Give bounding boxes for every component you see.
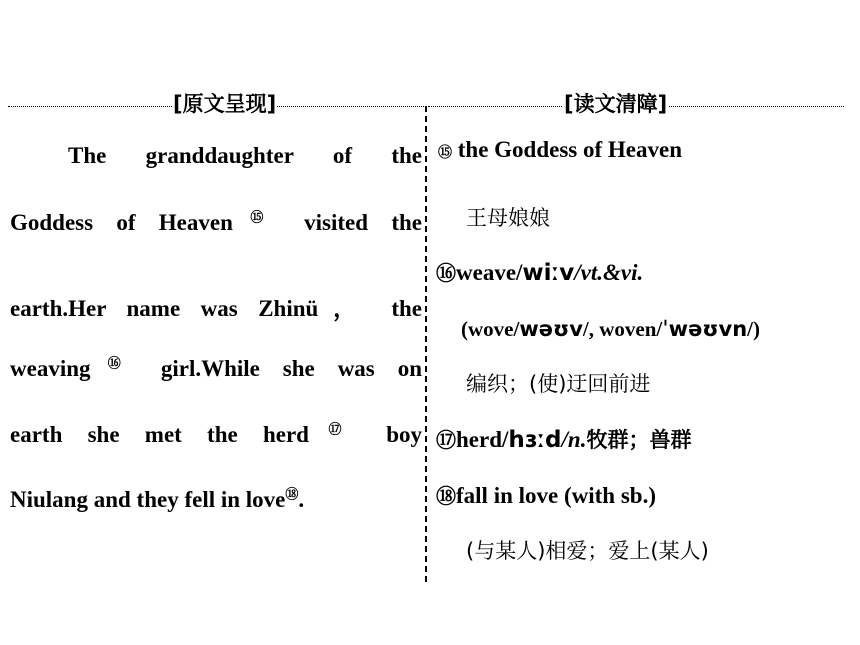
note-15-meaning: 王母娘娘 xyxy=(466,206,550,230)
text-line-5: earth she met the herd⑰ boy xyxy=(10,421,422,447)
column-divider xyxy=(425,106,427,582)
marker-16: ⑯ xyxy=(90,355,138,371)
right-column-header: [读文清障] xyxy=(563,88,668,118)
marker-18: ⑱ xyxy=(285,486,299,502)
note-18-entry: ⑱fall in love (with sb.) xyxy=(436,483,656,508)
text-line-1: The granddaughter of the xyxy=(68,143,422,168)
note-16-meaning: 编织；(使)迂回前进 xyxy=(466,372,651,396)
text-line-6: Niulang and they fell in love⑱. xyxy=(10,486,305,512)
note-15-term: ⑮ the Goddess of Heaven xyxy=(438,137,682,162)
marker-15: ⑮ xyxy=(232,209,281,225)
left-column-header: [原文呈现] xyxy=(172,88,277,118)
note-17-marker: ⑰ xyxy=(436,428,456,452)
text-line-2: Goddess of Heaven⑮ visited the xyxy=(10,209,422,235)
text-line-3: earth.Her name was Zhinü， the xyxy=(10,296,422,321)
note-18-meaning: (与某人)相爱；爱上(某人) xyxy=(466,539,709,563)
note-16-marker: ⑯ xyxy=(436,261,456,285)
note-17-entry: ⑰herd/hɜːd/n.牧群；兽群 xyxy=(436,427,692,453)
note-16-forms: (wove/wəʊv/, woven/ˈwəʊvn/) xyxy=(461,317,760,341)
note-16-entry: ⑯weave/wiːv/vt.&vi. xyxy=(436,260,644,286)
text-line-4: weaving⑯ girl.While she was on xyxy=(10,355,422,381)
marker-17: ⑰ xyxy=(308,421,361,437)
note-15-marker: ⑮ xyxy=(438,145,452,161)
note-18-marker: ⑱ xyxy=(436,484,456,508)
